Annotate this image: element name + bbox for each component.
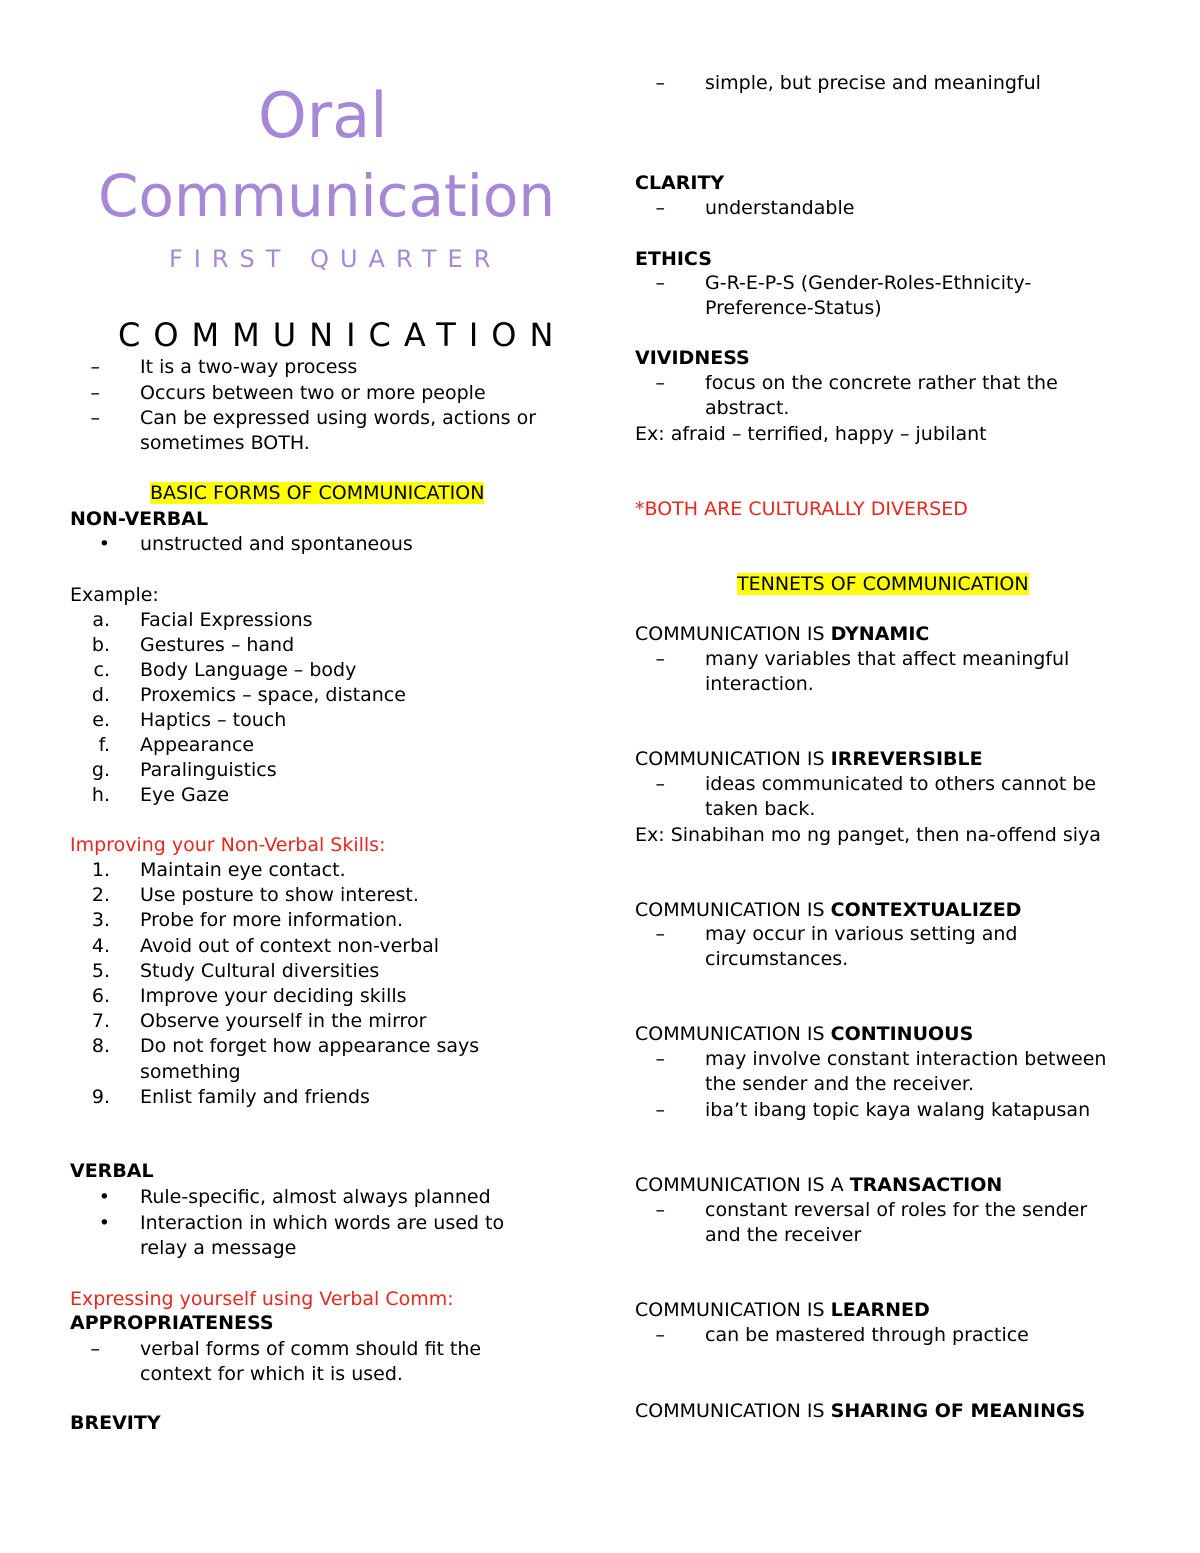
example-label: Example: (70, 584, 159, 606)
tenet-item-cont: taken back. (705, 798, 816, 820)
improving-item (70, 1034, 570, 1059)
tenet-learned: COMMUNICATION IS LEARNED (635, 1299, 930, 1321)
intro-item-cont: sometimes BOTH. (140, 432, 310, 454)
tenet-item: – can be mastered through practice (655, 1324, 1029, 1346)
tenet-item: – constant reversal of roles for the sender (655, 1199, 1088, 1221)
list-marker: f. (98, 734, 110, 756)
tenet-sharing-of-meanings: COMMUNICATION IS SHARING OF MEANINGS (635, 1400, 1086, 1422)
improving-item (70, 1009, 570, 1034)
example-item (70, 608, 570, 633)
ethics-item: – G-R-E-P-S (Gender-Roles-Ethnicity- (655, 272, 1032, 294)
list-marker: h. (91, 784, 110, 806)
tenet-irreversible: COMMUNICATION IS IRREVERSIBLE (635, 748, 983, 770)
tenet-dynamic: COMMUNICATION IS DYNAMIC (635, 623, 930, 645)
basic-forms-heading: BASIC FORMS OF COMMUNICATION (150, 482, 485, 504)
vividness-example: Ex: afraid – terrified, happy – jubilant (635, 423, 987, 445)
tenet-continuous: COMMUNICATION IS CONTINUOUS (635, 1023, 974, 1045)
brevity-label: BREVITY (70, 1412, 161, 1434)
list-text: something (140, 1060, 241, 1083)
list-text: Gestures – hand (140, 634, 295, 656)
improving-item (70, 883, 570, 908)
list-marker: 8. (91, 1035, 110, 1058)
example-item (70, 708, 570, 733)
ethics-item-cont: Preference-Status) (705, 297, 882, 319)
list-text: Eye Gaze (140, 784, 230, 806)
brevity-item: – simple, but precise and meaningful (655, 72, 1041, 94)
list-text: Probe for more information. (140, 909, 404, 932)
list-text: Avoid out of context non-verbal (140, 934, 440, 957)
intro-item: – Can be expressed using words, actions or (90, 407, 537, 429)
tenet-item: – many variables that affect meaningful (655, 648, 1070, 670)
list-text: Observe yourself in the mirror (140, 1010, 427, 1033)
tenet-transaction: COMMUNICATION IS A TRANSACTION (635, 1174, 1003, 1196)
list-text: Appearance (140, 734, 255, 756)
example-item (70, 683, 570, 708)
title-line-2: Communication (98, 162, 556, 230)
improving-item (70, 858, 570, 883)
improving-item (70, 1085, 570, 1110)
ethics-label: ETHICS (635, 248, 712, 270)
tenet-item-cont: interaction. (705, 673, 814, 695)
list-text: Use posture to show interest. (140, 884, 419, 907)
list-text: Paralinguistics (140, 759, 277, 781)
list-marker: 1. (91, 859, 110, 881)
tenet-item-cont: circumstances. (705, 948, 849, 970)
example-item (70, 658, 570, 683)
list-text: Facial Expressions (140, 609, 313, 631)
nonverbal-bullet: • unstructed and spontaneous (98, 533, 413, 555)
intro-item: – Occurs between two or more people (90, 382, 486, 404)
tenet-item-cont: and the receiver (705, 1224, 862, 1246)
subtitle: FIRST QUARTER (169, 245, 502, 273)
improving-item (70, 908, 570, 933)
list-text: Enlist family and friends (140, 1085, 370, 1108)
improving-label: Improving your Non-Verbal Skills: (70, 834, 386, 856)
example-item (70, 783, 570, 808)
example-item (70, 758, 570, 783)
list-text: Body Language – body (140, 659, 357, 681)
communication-heading: COMMUNICATION (118, 316, 567, 354)
culturally-diversed-note: *BOTH ARE CULTURALLY DIVERSED (635, 498, 968, 520)
appropriateness-item-cont: context for which it is used. (140, 1363, 403, 1385)
list-marker: e. (92, 709, 110, 731)
verbal-bullet-cont: relay a message (140, 1237, 297, 1259)
list-marker: c. (93, 659, 110, 681)
list-marker: 6. (91, 985, 110, 1007)
intro-item: – It is a two-way process (90, 356, 358, 378)
appropriateness-item: – verbal forms of comm should fit the (90, 1338, 482, 1360)
list-text: Maintain eye contact. (140, 859, 346, 881)
improving-item (70, 984, 570, 1009)
list-marker: 3. (91, 909, 110, 932)
vividness-label: VIVIDNESS (635, 347, 750, 369)
list-marker: 4. (91, 934, 110, 957)
improving-item (70, 934, 570, 959)
list-marker: d. (91, 684, 110, 706)
example-item (70, 733, 570, 758)
list-marker: 9. (91, 1085, 110, 1108)
improving-item (70, 959, 570, 984)
example-item (70, 633, 570, 658)
vividness-item: – focus on the concrete rather that the (655, 372, 1058, 394)
list-marker: 5. (91, 959, 110, 982)
list-text: Improve your deciding skills (140, 985, 407, 1007)
list-text: Do not forget how appearance says (140, 1035, 480, 1058)
improving-item (70, 1060, 570, 1085)
verbal-bullet: • Interaction in which words are used to (98, 1212, 505, 1234)
list-marker: g. (91, 759, 110, 781)
tenet-item: – may involve constant interaction between (655, 1048, 1107, 1070)
vividness-item-cont: abstract. (705, 397, 790, 419)
tennets-heading: TENNETS OF COMMUNICATION (737, 573, 1029, 595)
tenet-item: – iba’t ibang topic kaya walang katapusan (655, 1099, 1091, 1121)
list-marker: 2. (91, 884, 110, 907)
list-text: Proxemics – space, distance (140, 684, 406, 706)
verbal-label: VERBAL (70, 1160, 154, 1182)
list-marker: 7. (91, 1010, 110, 1033)
tenet-contextualized: COMMUNICATION IS CONTEXTUALIZED (635, 899, 1022, 921)
clarity-item: – understandable (655, 197, 855, 219)
list-marker: a. (92, 609, 110, 631)
nonverbal-label: NON-VERBAL (70, 508, 209, 530)
tenet-item: – may occur in various setting and (655, 923, 1018, 945)
list-text: Haptics – touch (140, 709, 287, 731)
irreversible-example: Ex: Sinabihan mo ng panget, then na-offend siya (635, 824, 1101, 846)
list-text: Study Cultural diversities (140, 959, 380, 982)
tenet-item: – ideas communicated to others cannot be (655, 773, 1097, 795)
title-line-1: Oral (258, 79, 388, 152)
clarity-label: CLARITY (635, 172, 725, 194)
verbal-bullet: • Rule-specific, almost always planned (98, 1186, 491, 1208)
list-marker: b. (91, 634, 110, 656)
expressing-label: Expressing yourself using Verbal Comm: (70, 1288, 454, 1310)
appropriateness-label: APPROPRIATENESS (70, 1312, 274, 1334)
tenet-item-cont: the sender and the receiver. (705, 1073, 974, 1095)
